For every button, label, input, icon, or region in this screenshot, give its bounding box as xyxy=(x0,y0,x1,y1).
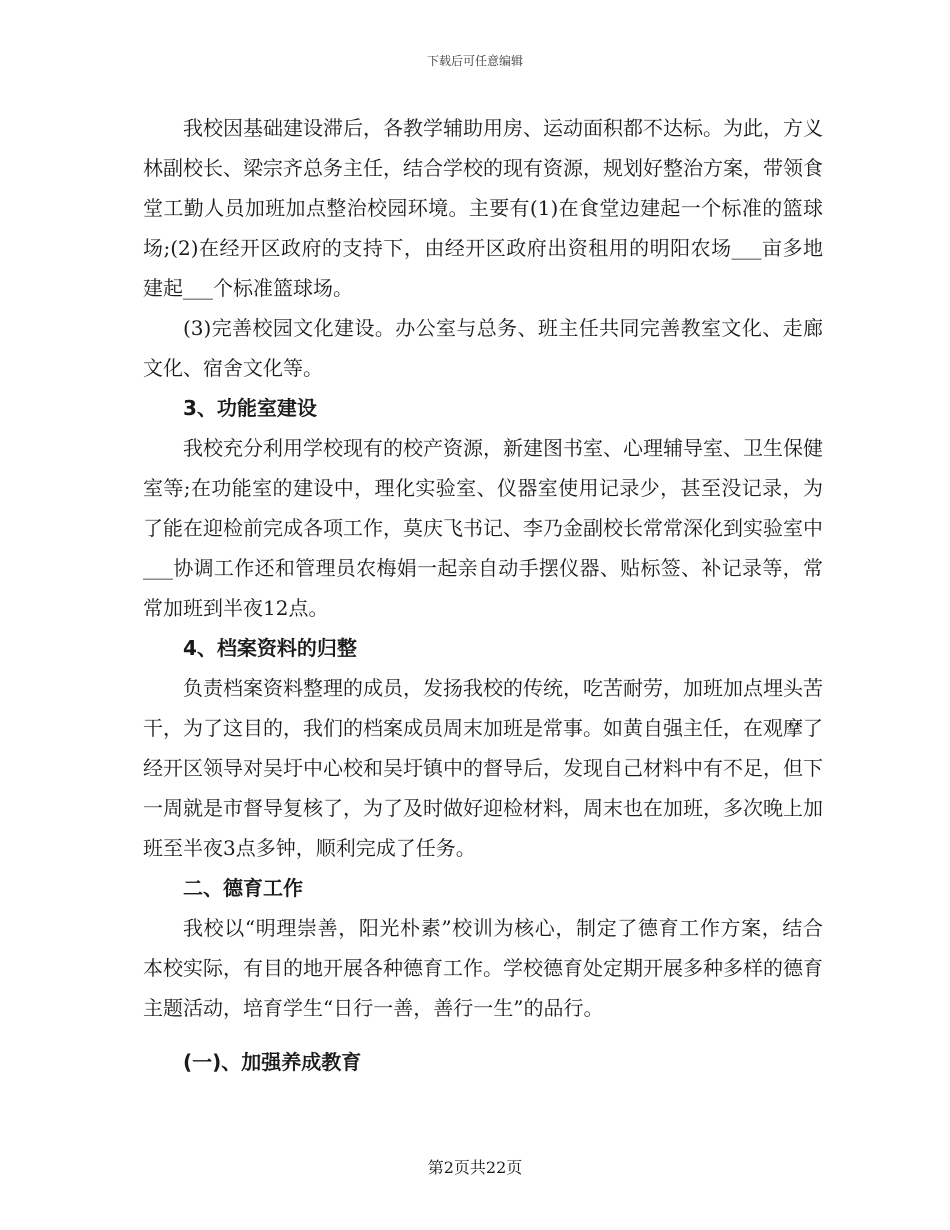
paragraph-function-rooms: 我校充分利用学校现有的校产资源，新建图书室、心理辅导室、卫生保健室等;在功能室的建设中，理化实验室、仪器室使用记录少，甚至没记录，为了能在迎检前完成各项工作，莫庆飞书记、李乃金副校长常常深化到实验室中___协调工作还和管理员农梅娟一起亲自动手摆仪器、贴标签、补记录等，常常加班到半夜12点。 xyxy=(143,436,823,620)
paragraph-campus-renovation: 我校因基础建设滞后，各教学辅助用房、运动面积都不达标。为此，方义林副校长、梁宗齐总务主任，结合学校的现有资源，规划好整治方案，带领食堂工勤人员加班加点整治校园环境。主要有(1)在食堂边建起一个标准的篮球场;(2)在经开区政府的支持下，由经开区政府出资租用的明阳农场___亩多地建起___个标准篮球场。 xyxy=(143,116,823,300)
heading-habit-education: (一)、加强养成教育 xyxy=(183,1050,362,1074)
heading-function-rooms: 3、功能室建设 xyxy=(183,396,317,420)
heading-archives: 4、档案资料的归整 xyxy=(183,636,357,660)
page-header: 下载后可任意编辑 xyxy=(426,54,523,68)
paragraph-archives: 负责档案资料整理的成员，发扬我校的传统，吃苦耐劳，加班加点埋头苦干，为了这目的，我们的档案成员周末加班是常事。如黄自强主任，在观摩了经开区领导对吴圩中心校和吴圩镇中的督导后，发现自己材料中有不足，但下一周就是市督导复核了，为了及时做好迎检材料，周末也在加班，多次晚上加班至半夜3点多钟，顺利完成了任务。 xyxy=(143,676,823,860)
document-body xyxy=(143,108,823,1082)
paragraph-campus-culture: (3)完善校园文化建设。办公室与总务、班主任共同完善教室文化、走廊文化、宿舍文化等。 xyxy=(143,316,823,380)
heading-moral-education: 二、德育工作 xyxy=(183,876,303,900)
paragraph-moral-education: 我校以“明理崇善，阳光朴素”校训为核心，制定了德育工作方案，结合本校实际，有目的地开展各种德育工作。学校德育处定期开展多种多样的德育主题活动，培育学生“日行一善，善行一生”的品行。 xyxy=(143,916,823,1020)
page-footer-number: 第2页共22页 xyxy=(427,1158,523,1177)
